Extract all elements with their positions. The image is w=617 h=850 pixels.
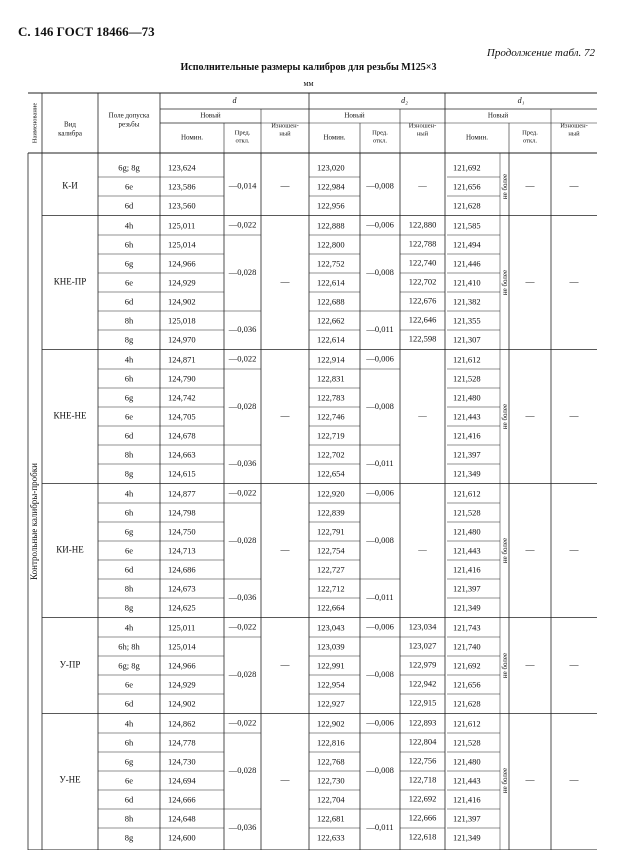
d2-nominal-cell: 122,688 (317, 296, 345, 307)
header-dev: Пред. (234, 129, 251, 137)
d2-worn-cell: 123,034 (408, 621, 437, 632)
d1-worn-cell: — (569, 544, 579, 555)
continuation-note: Продолжение табл. 72 (486, 47, 595, 59)
deviation-cell: —0,022 (228, 353, 257, 364)
deviation-cell: —0,022 (228, 717, 257, 728)
page-header: С. 146 ГОСТ 18466—73 (18, 24, 155, 39)
d2-nominal-cell: 122,783 (317, 392, 345, 403)
deviation-cell: —0,028 (228, 400, 257, 411)
d2-worn-cell: 122,880 (408, 219, 437, 230)
d2-worn-cell: 122,692 (408, 793, 437, 804)
d2-worn-cell: 122,979 (408, 659, 437, 670)
d-nominal-cell: 124,678 (168, 430, 196, 441)
d2-worn-cell: 122,718 (408, 774, 437, 785)
header-worn: ный (416, 130, 429, 138)
d-nominal-cell: 124,666 (168, 794, 196, 805)
tolerance-cell: 6e (124, 679, 134, 690)
d1-nominal-cell: 121,628 (453, 200, 481, 211)
d-nominal-cell: 124,730 (168, 756, 196, 767)
deviation-cell: —0,008 (366, 180, 394, 191)
header-new: Новый (344, 111, 365, 120)
d1-nominal-cell: 121,612 (453, 488, 481, 499)
tolerance-cell: 4h (124, 718, 134, 729)
d1-nominal-cell: 121,443 (453, 545, 481, 556)
header-nom: Номин. (180, 133, 204, 142)
d-nominal-cell: 124,970 (168, 334, 196, 345)
d-nominal-cell: 123,586 (168, 181, 196, 192)
tolerance-cell: 6e (124, 545, 134, 556)
tolerance-cell: 8g (124, 334, 134, 345)
d2-nominal-cell: 122,727 (317, 564, 345, 575)
deviation-cell: —0,011 (366, 821, 394, 832)
d-nominal-cell: 124,600 (168, 832, 196, 843)
d-nominal-cell: 124,742 (168, 392, 196, 403)
header-dev: откл. (372, 137, 388, 145)
d2-nominal-cell: 123,043 (317, 622, 345, 633)
d-nominal-cell: 123,624 (168, 162, 196, 173)
d-nominal-cell: 124,663 (168, 449, 196, 460)
d2-worn-cell: — (418, 410, 427, 421)
deviation-cell: —0,008 (366, 764, 394, 775)
d-nominal-cell: 124,686 (168, 564, 196, 575)
deviation-cell: —0,006 (366, 621, 394, 632)
tolerance-cell: 8h (124, 449, 134, 460)
deviation-cell: —0,036 (228, 591, 257, 602)
d2-nominal-cell: 122,754 (317, 545, 345, 556)
d2-nominal-cell: 122,614 (317, 277, 345, 288)
d2-worn-cell: 122,893 (408, 717, 437, 728)
d-nominal-cell: 124,871 (168, 354, 196, 365)
d-nominal-cell: 124,902 (168, 296, 196, 307)
d-nominal-cell: 125,018 (168, 315, 196, 326)
tolerance-cell: 6g; 8g (118, 660, 140, 671)
d-nominal-cell: 125,011 (168, 622, 196, 633)
d2-nominal-cell: 122,956 (317, 200, 345, 211)
header-d: d (232, 95, 237, 105)
d1-deviation-cell: — (525, 774, 535, 785)
d1-nominal-cell: 121,382 (453, 296, 481, 307)
d-nominal-cell: 124,713 (168, 545, 196, 556)
d1-deviation-cell: — (525, 180, 535, 191)
d1-nominal-cell: 121,416 (453, 794, 481, 805)
deviation-cell: —0,008 (366, 266, 394, 277)
d1-nominal-cell: 121,656 (453, 679, 481, 690)
tolerance-cell: 6g (124, 392, 134, 403)
d1-nominal-cell: 121,480 (453, 392, 481, 403)
d1-deviation-cell: — (525, 276, 535, 287)
d2-nominal-cell: 123,020 (317, 162, 345, 173)
d1-nominal-cell: 121,443 (453, 411, 481, 422)
d2-nominal-cell: 122,831 (317, 373, 345, 384)
calibre-kind-label: КНЕ-НЕ (53, 410, 87, 421)
d1-nominal-cell: 121,416 (453, 564, 481, 575)
deviation-cell: —0,036 (228, 457, 257, 468)
d1-worn-cell: — (569, 774, 579, 785)
d2-worn-cell: 123,027 (408, 640, 437, 651)
d-nominal-cell: 124,862 (168, 718, 196, 729)
d-worn-cell: — (280, 544, 290, 555)
tolerance-cell: 6e (124, 181, 134, 192)
deviation-cell: —0,008 (366, 534, 394, 545)
header-kind: Вид (64, 120, 76, 129)
deviation-cell: —0,028 (228, 668, 257, 679)
tolerance-cell: 6d (124, 794, 134, 805)
d1-nominal-cell: 121,628 (453, 698, 481, 709)
tolerance-cell: 6h (124, 737, 134, 748)
d1-nominal-cell: 121,397 (453, 583, 481, 594)
d1-deviation-cell: — (525, 410, 535, 421)
tolerance-cell: 6g (124, 526, 134, 537)
not-more-label: не более (501, 537, 510, 564)
d2-nominal-cell: 122,681 (317, 813, 345, 824)
tolerance-cell: 8h (124, 583, 134, 594)
tolerance-cell: 6h; 8h (118, 641, 140, 652)
d-nominal-cell: 124,798 (168, 507, 196, 518)
d2-worn-cell: 122,942 (408, 678, 437, 689)
not-more-label: не более (501, 767, 510, 794)
header-worn: Изношен- (560, 122, 588, 130)
header-d2: d₂ (401, 95, 408, 105)
d2-nominal-cell: 122,954 (317, 679, 345, 690)
d-worn-cell: — (280, 180, 290, 191)
d1-nominal-cell: 121,397 (453, 449, 481, 460)
d1-nominal-cell: 121,443 (453, 775, 481, 786)
d1-nominal-cell: 121,528 (453, 373, 481, 384)
d2-nominal-cell: 122,800 (317, 239, 345, 250)
d-nominal-cell: 125,014 (168, 239, 196, 250)
d2-nominal-cell: 122,991 (317, 660, 345, 671)
deviation-cell: —0,006 (366, 353, 394, 364)
unit-label: мм (303, 79, 314, 88)
tolerance-cell: 6h (124, 239, 134, 250)
d1-worn-cell: — (569, 180, 579, 191)
d2-nominal-cell: 122,902 (317, 718, 345, 729)
header-worn: ный (568, 130, 580, 138)
tolerance-cell: 6g; 8g (118, 162, 140, 173)
d2-worn-cell: 122,598 (408, 333, 437, 344)
d2-worn-cell: 122,788 (408, 238, 437, 249)
tolerance-cell: 4h (124, 220, 134, 231)
not-more-label: не более (501, 652, 510, 679)
d-worn-cell: — (280, 410, 290, 421)
d2-nominal-cell: 122,816 (317, 737, 345, 748)
header-dev: откл. (235, 137, 250, 145)
deviation-cell: —0,011 (366, 323, 394, 334)
deviation-cell: —0,011 (366, 591, 394, 602)
header-worn: ный (279, 130, 291, 138)
calibre-kind-label: У-НЕ (59, 774, 81, 785)
calibre-kind-label: КИ-НЕ (56, 544, 84, 555)
d-nominal-cell: 125,011 (168, 220, 196, 231)
deviation-cell: —0,022 (228, 621, 257, 632)
tolerance-cell: 8h (124, 315, 134, 326)
header-worn: Изношен- (271, 122, 299, 130)
d2-worn-cell: — (418, 544, 427, 555)
header-dev: откл. (522, 137, 538, 145)
d1-worn-cell: — (569, 276, 579, 287)
deviation-cell: —0,006 (366, 219, 394, 230)
d-nominal-cell: 124,648 (168, 813, 196, 824)
tolerance-cell: 4h (124, 622, 134, 633)
calibre-kind-label: КНЕ-ПР (53, 276, 87, 287)
d-nominal-cell: 124,694 (168, 775, 196, 786)
d2-worn-cell: 122,804 (408, 736, 437, 747)
calibre-kind-label: У-ПР (59, 659, 81, 670)
d2-worn-cell: — (418, 180, 427, 191)
d1-nominal-cell: 121,410 (453, 277, 481, 288)
d2-nominal-cell: 122,888 (317, 220, 345, 231)
d2-nominal-cell: 122,719 (317, 430, 345, 441)
d-nominal-cell: 124,966 (168, 660, 196, 671)
d1-nominal-cell: 121,397 (453, 813, 481, 824)
d2-nominal-cell: 122,614 (317, 334, 345, 345)
d1-nominal-cell: 121,480 (453, 526, 481, 537)
d-nominal-cell: 124,929 (168, 679, 196, 690)
d1-worn-cell: — (569, 410, 579, 421)
tolerance-cell: 8g (124, 468, 134, 479)
d2-nominal-cell: 122,633 (317, 832, 345, 843)
tolerance-cell: 6e (124, 411, 134, 422)
tolerance-cell: 6d (124, 698, 134, 709)
d1-nominal-cell: 121,355 (453, 315, 481, 326)
tolerance-cell: 6g (124, 258, 134, 269)
d-nominal-cell: 124,673 (168, 583, 196, 594)
d-nominal-cell: 123,560 (168, 200, 196, 211)
d2-nominal-cell: 122,768 (317, 756, 345, 767)
deviation-cell: —0,008 (366, 400, 394, 411)
d1-nominal-cell: 121,349 (453, 832, 481, 843)
d2-nominal-cell: 122,702 (317, 449, 345, 460)
d1-nominal-cell: 121,740 (453, 641, 481, 652)
tolerance-cell: 6e (124, 775, 134, 786)
calibre-kind-label: К-И (62, 180, 78, 191)
header-name: Наименование (31, 102, 39, 144)
d-nominal-cell: 124,966 (168, 258, 196, 269)
d-nominal-cell: 124,929 (168, 277, 196, 288)
tolerance-cell: 4h (124, 488, 134, 499)
d2-worn-cell: 122,646 (408, 314, 437, 325)
d-nominal-cell: 125,014 (168, 641, 196, 652)
d1-nominal-cell: 121,612 (453, 354, 481, 365)
deviation-cell: —0,022 (228, 487, 257, 498)
d1-nominal-cell: 121,307 (453, 334, 481, 345)
d-nominal-cell: 124,615 (168, 468, 196, 479)
deviation-cell: —0,011 (366, 457, 394, 468)
d1-nominal-cell: 121,349 (453, 468, 481, 479)
d2-worn-cell: 122,756 (408, 755, 437, 766)
d2-worn-cell: 122,618 (408, 831, 437, 842)
deviation-cell: —0,028 (228, 764, 257, 775)
header-kind: калибра (58, 129, 82, 138)
header-new: Новый (200, 111, 221, 120)
side-group-label: Контрольные калибры-пробки (29, 463, 40, 580)
tolerance-cell: 8g (124, 832, 134, 843)
tolerance-cell: 6h (124, 507, 134, 518)
header-dev: Пред. (372, 129, 388, 137)
tolerance-cell: 6d (124, 430, 134, 441)
d1-nominal-cell: 121,528 (453, 737, 481, 748)
header-tol: резьбы (118, 120, 140, 129)
d2-nominal-cell: 122,927 (317, 698, 345, 709)
d-worn-cell: — (280, 659, 290, 670)
tolerance-cell: 8h (124, 813, 134, 824)
d1-nominal-cell: 121,585 (453, 220, 481, 231)
d-nominal-cell: 124,877 (168, 488, 196, 499)
d2-nominal-cell: 122,704 (317, 794, 345, 805)
d2-nominal-cell: 123,039 (317, 641, 345, 652)
d1-deviation-cell: — (525, 544, 535, 555)
deviation-cell: —0,022 (228, 219, 257, 230)
d-nominal-cell: 124,790 (168, 373, 196, 384)
not-more-label: не более (501, 403, 510, 430)
d2-worn-cell: 122,666 (408, 812, 437, 823)
deviation-cell: —0,014 (228, 180, 257, 191)
d2-nominal-cell: 122,914 (317, 354, 345, 365)
tolerance-cell: 6g (124, 756, 134, 767)
d2-worn-cell: 122,915 (408, 697, 437, 708)
d-nominal-cell: 124,705 (168, 411, 196, 422)
deviation-cell: —0,006 (366, 717, 394, 728)
d1-worn-cell: — (569, 659, 579, 670)
tolerance-cell: 6d (124, 200, 134, 211)
header-worn: Изношен- (408, 122, 437, 130)
table-title: Исполнительные размеры калибров для резьбы М125×3 (180, 62, 437, 73)
d-nominal-cell: 124,750 (168, 526, 196, 537)
d1-nominal-cell: 121,446 (453, 258, 481, 269)
d-worn-cell: — (280, 276, 290, 287)
d2-nominal-cell: 122,662 (317, 315, 345, 326)
d2-nominal-cell: 122,839 (317, 507, 345, 518)
d2-nominal-cell: 122,752 (317, 258, 345, 269)
deviation-cell: —0,006 (366, 487, 394, 498)
d1-nominal-cell: 121,612 (453, 718, 481, 729)
d1-nominal-cell: 121,349 (453, 602, 481, 613)
d-worn-cell: — (280, 774, 290, 785)
d2-nominal-cell: 122,746 (317, 411, 345, 422)
not-more-label: не более (501, 173, 510, 200)
header-d1: d₁ (517, 95, 525, 105)
d2-nominal-cell: 122,920 (317, 488, 345, 499)
header-nom: Номин. (323, 133, 346, 142)
d-nominal-cell: 124,778 (168, 737, 196, 748)
d2-worn-cell: 122,740 (408, 257, 437, 268)
d-nominal-cell: 124,902 (168, 698, 196, 709)
d2-nominal-cell: 122,664 (317, 602, 345, 613)
tolerance-cell: 6d (124, 296, 134, 307)
deviation-cell: —0,028 (228, 534, 257, 545)
tolerance-cell: 6h (124, 373, 134, 384)
deviation-cell: —0,036 (228, 821, 257, 832)
d2-nominal-cell: 122,654 (317, 468, 345, 479)
header-nom: Номин. (465, 133, 489, 142)
header-tol: Поле допуска (108, 111, 150, 120)
tolerance-cell: 6e (124, 277, 134, 288)
d2-nominal-cell: 122,712 (317, 583, 345, 594)
tolerance-cell: 4h (124, 354, 134, 365)
tolerance-cell: 6d (124, 564, 134, 575)
d1-nominal-cell: 121,416 (453, 430, 481, 441)
not-more-label: не более (501, 269, 510, 296)
tolerance-cell: 8g (124, 602, 134, 613)
d1-nominal-cell: 121,656 (453, 181, 481, 192)
deviation-cell: —0,036 (228, 323, 257, 334)
d1-nominal-cell: 121,480 (453, 756, 481, 767)
d1-nominal-cell: 121,494 (453, 239, 481, 250)
d1-nominal-cell: 121,692 (453, 660, 481, 671)
deviation-cell: —0,028 (228, 266, 257, 277)
d1-nominal-cell: 121,743 (453, 622, 481, 633)
d2-nominal-cell: 122,984 (317, 181, 345, 192)
d2-nominal-cell: 122,791 (317, 526, 345, 537)
header-dev: Пред. (522, 129, 538, 137)
d1-nominal-cell: 121,692 (453, 162, 481, 173)
d2-worn-cell: 122,702 (408, 276, 437, 287)
d1-nominal-cell: 121,528 (453, 507, 481, 518)
d2-nominal-cell: 122,730 (317, 775, 345, 786)
d1-deviation-cell: — (525, 659, 535, 670)
d-nominal-cell: 124,625 (168, 602, 196, 613)
d2-worn-cell: 122,676 (408, 295, 437, 306)
header-new: Новый (487, 111, 509, 120)
deviation-cell: —0,008 (366, 668, 394, 679)
